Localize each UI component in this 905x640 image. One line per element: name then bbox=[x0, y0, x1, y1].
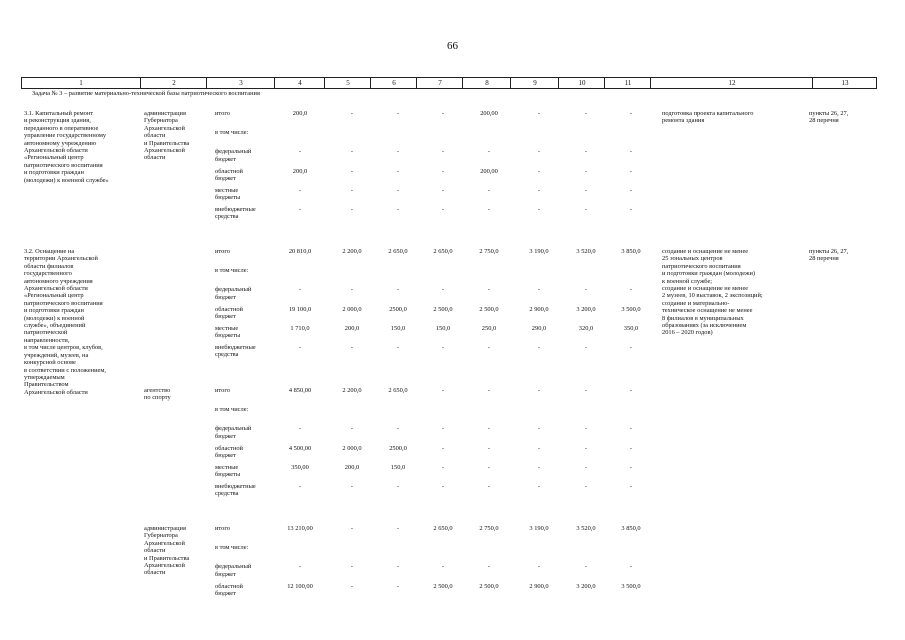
funding-value: 1 710,0 bbox=[290, 324, 310, 332]
funding-value: 2 200,0 bbox=[342, 248, 362, 255]
column-number-12: 12 bbox=[650, 78, 813, 88]
funding-value: - bbox=[298, 286, 302, 294]
funding-value: 3 520,0 bbox=[576, 248, 596, 255]
column-number-11: 11 bbox=[604, 78, 651, 88]
funding-value: 12 100,00 bbox=[287, 582, 313, 590]
funding-value: 350,0 bbox=[623, 324, 639, 332]
funding-value: 2 650,0 bbox=[388, 387, 408, 394]
column-number-2: 2 bbox=[140, 78, 207, 88]
funding-value: 2 900,0 bbox=[529, 305, 549, 313]
funding-value: - bbox=[629, 186, 633, 194]
column-number-5: 5 bbox=[324, 78, 371, 88]
funding-value: 200,0 bbox=[344, 463, 360, 471]
funding-value: - bbox=[396, 167, 400, 175]
expected-result: подготовка проекта капитального ремонта здания bbox=[662, 110, 754, 125]
funding-value: - bbox=[584, 483, 588, 490]
funding-value: - bbox=[537, 563, 541, 571]
funding-value: - bbox=[350, 148, 354, 156]
funding-value: 2500,0 bbox=[389, 305, 407, 313]
funding-value: - bbox=[441, 344, 445, 351]
funding-source-label: областной бюджет bbox=[215, 167, 243, 182]
funding-value: - bbox=[350, 525, 354, 532]
funding-value: 2 500,0 bbox=[433, 582, 453, 590]
funding-value: - bbox=[537, 425, 541, 433]
funding-value: - bbox=[584, 186, 588, 194]
funding-value: - bbox=[629, 206, 633, 213]
funding-source-label: федеральный бюджет bbox=[215, 286, 252, 301]
funding-value: 2 500,0 bbox=[433, 305, 453, 313]
funding-value: - bbox=[584, 110, 588, 117]
funding-value: 200,00 bbox=[480, 110, 498, 117]
funding-value: 200,0 bbox=[344, 324, 360, 332]
funding-value: - bbox=[396, 425, 400, 433]
funding-value: - bbox=[441, 186, 445, 194]
funding-value: - bbox=[396, 582, 400, 590]
funding-value: - bbox=[537, 206, 541, 213]
funding-value: - bbox=[298, 425, 302, 433]
funding-value: 3 190,0 bbox=[529, 248, 549, 255]
funding-value: 4 500,00 bbox=[288, 444, 312, 452]
funding-value: - bbox=[487, 425, 491, 433]
funding-value: - bbox=[584, 148, 588, 156]
funding-source-label: местные бюджеты bbox=[215, 463, 241, 479]
funding-value: - bbox=[298, 148, 302, 156]
funding-value: - bbox=[396, 563, 400, 571]
funding-value: - bbox=[396, 344, 400, 351]
column-number-8: 8 bbox=[462, 78, 511, 88]
funding-value: 2 500,0 bbox=[479, 582, 499, 590]
executor-name: администрация Губернатора Архангельской области и Правительства Архангельской области bbox=[144, 525, 190, 577]
funding-value: 2 900,0 bbox=[529, 582, 549, 590]
funding-value: - bbox=[629, 483, 633, 490]
funding-value: - bbox=[487, 286, 491, 294]
funding-value: - bbox=[629, 563, 633, 571]
reference-note: пункты 26, 27, 28 перечня bbox=[809, 110, 849, 125]
funding-source-label: федеральный бюджет bbox=[215, 425, 252, 440]
expected-result: создание и оснащение не менее 25 зональных центров патриотического воспитания и подготовки граждан (молодежи) к военной службе; создание и оснащение не менее 2 музеев, 10 выставок, 2 экспозиций; создание и материально- техническое оснащение не менее 8 филиалов в муниципальных образованиях (за исключением 2016 – 2020 годов) bbox=[662, 248, 763, 337]
funding-value: - bbox=[629, 425, 633, 433]
funding-value: 200,0 bbox=[292, 110, 308, 117]
funding-value: - bbox=[350, 563, 354, 571]
funding-value: 200,00 bbox=[480, 167, 498, 175]
funding-value: - bbox=[441, 425, 445, 433]
column-number-4: 4 bbox=[274, 78, 325, 88]
funding-value: 150,0 bbox=[390, 324, 406, 332]
funding-value: - bbox=[487, 344, 491, 351]
funding-source-label: в том числе: bbox=[215, 129, 249, 137]
funding-value: - bbox=[584, 444, 588, 452]
funding-value: - bbox=[441, 387, 445, 394]
funding-source-label: итого bbox=[215, 525, 230, 532]
column-number-9: 9 bbox=[510, 78, 559, 88]
funding-value: 290,0 bbox=[531, 324, 547, 332]
funding-value: - bbox=[537, 186, 541, 194]
funding-value: - bbox=[584, 206, 588, 213]
funding-value: 3 500,0 bbox=[621, 305, 641, 313]
funding-value: - bbox=[629, 463, 633, 471]
executor-name: агентство по спорту bbox=[144, 387, 171, 402]
column-number-3: 3 bbox=[206, 78, 275, 88]
funding-value: - bbox=[487, 463, 491, 471]
funding-value: - bbox=[584, 167, 588, 175]
funding-source-label: федеральный бюджет bbox=[215, 563, 252, 578]
funding-value: - bbox=[537, 148, 541, 156]
funding-value: - bbox=[537, 463, 541, 471]
funding-value: - bbox=[487, 483, 491, 490]
funding-value: 2 500,0 bbox=[479, 305, 499, 313]
funding-value: - bbox=[298, 186, 302, 194]
funding-source-label: итого bbox=[215, 110, 230, 117]
funding-value: 20 810,0 bbox=[288, 248, 312, 255]
column-number-1: 1 bbox=[79, 79, 83, 87]
funding-value: 3 190,0 bbox=[529, 525, 549, 532]
funding-value: - bbox=[629, 286, 633, 294]
funding-value: - bbox=[537, 110, 541, 117]
funding-source-label: итого bbox=[215, 387, 230, 394]
funding-source-label: областной бюджет bbox=[215, 305, 243, 320]
funding-value: - bbox=[350, 344, 354, 351]
funding-value: - bbox=[441, 286, 445, 294]
funding-value: - bbox=[537, 286, 541, 294]
funding-value: 150,0 bbox=[435, 324, 451, 332]
funding-value: - bbox=[441, 167, 445, 175]
funding-value: - bbox=[584, 286, 588, 294]
funding-value: - bbox=[487, 444, 491, 452]
funding-value: 200,0 bbox=[292, 167, 308, 175]
funding-source-label: областной бюджет bbox=[215, 444, 243, 459]
funding-value: 3 850,0 bbox=[621, 248, 641, 255]
funding-value: - bbox=[629, 344, 633, 351]
column-number-7: 7 bbox=[416, 78, 463, 88]
funding-value: - bbox=[441, 463, 445, 471]
funding-value: - bbox=[350, 110, 354, 117]
funding-value: - bbox=[537, 483, 541, 490]
funding-value: 13 210,00 bbox=[287, 525, 313, 532]
funding-value: 2 200,0 bbox=[342, 387, 362, 394]
funding-value: 2500,0 bbox=[389, 444, 407, 452]
funding-value: - bbox=[350, 582, 354, 590]
funding-source-label: внебюджетные средства bbox=[215, 206, 256, 221]
funding-value: - bbox=[629, 387, 633, 394]
funding-value: - bbox=[487, 206, 491, 213]
funding-value: - bbox=[537, 167, 541, 175]
funding-value: - bbox=[584, 387, 588, 394]
funding-value: - bbox=[396, 286, 400, 294]
funding-value: - bbox=[298, 483, 302, 490]
funding-value: - bbox=[629, 444, 633, 452]
funding-value: - bbox=[629, 148, 633, 156]
funding-value: 250,0 bbox=[481, 324, 497, 332]
funding-value: - bbox=[441, 206, 445, 213]
funding-value: - bbox=[537, 344, 541, 351]
column-number-13: 13 bbox=[812, 78, 877, 88]
funding-source-label: областной бюджет bbox=[215, 582, 243, 597]
column-number-6: 6 bbox=[370, 78, 417, 88]
funding-value: 2 650,0 bbox=[433, 248, 453, 255]
funding-value: - bbox=[298, 206, 302, 213]
funding-value: 3 850,0 bbox=[621, 525, 641, 532]
funding-source-label: местные бюджеты bbox=[215, 186, 241, 202]
funding-value: 350,00 bbox=[291, 463, 309, 471]
funding-value: - bbox=[441, 444, 445, 452]
funding-source-label: в том числе: bbox=[215, 544, 249, 552]
column-number-10: 10 bbox=[558, 78, 605, 88]
funding-source-label: местные бюджеты bbox=[215, 324, 241, 340]
funding-value: - bbox=[629, 110, 633, 117]
funding-value: - bbox=[537, 444, 541, 452]
funding-value: - bbox=[441, 148, 445, 156]
funding-value: - bbox=[487, 148, 491, 156]
funding-value: - bbox=[396, 525, 400, 532]
funding-value: - bbox=[441, 483, 445, 490]
funding-value: - bbox=[584, 344, 588, 351]
funding-value: 150,0 bbox=[390, 463, 406, 471]
funding-value: - bbox=[487, 563, 491, 571]
funding-value: 2 750,0 bbox=[479, 248, 499, 255]
funding-value: - bbox=[629, 167, 633, 175]
funding-value: - bbox=[396, 483, 400, 490]
funding-value: 3 500,0 bbox=[621, 582, 641, 590]
funding-value: 320,0 bbox=[578, 324, 594, 332]
funding-source-label: в том числе: bbox=[215, 267, 249, 275]
funding-value: - bbox=[441, 563, 445, 571]
task-title: Задача № 3 – развитие материально-технической базы патриотического воспитания bbox=[32, 90, 260, 97]
funding-value: - bbox=[584, 425, 588, 433]
funding-value: - bbox=[298, 344, 302, 351]
funding-value: - bbox=[350, 425, 354, 433]
funding-value: - bbox=[396, 148, 400, 156]
funding-value: - bbox=[350, 206, 354, 213]
funding-value: - bbox=[487, 186, 491, 194]
funding-value: - bbox=[350, 286, 354, 294]
funding-value: - bbox=[487, 387, 491, 394]
funding-value: - bbox=[350, 483, 354, 490]
funding-value: - bbox=[584, 463, 588, 471]
reference-note: пункты 26, 27, 28 перечня bbox=[809, 248, 849, 263]
funding-value: - bbox=[350, 186, 354, 194]
funding-value: 19 100,0 bbox=[288, 305, 312, 313]
funding-value: 2 000,0 bbox=[342, 305, 362, 313]
funding-source-label: итого bbox=[215, 248, 230, 255]
funding-value: 2 650,0 bbox=[388, 248, 408, 255]
funding-value: - bbox=[441, 110, 445, 117]
funding-value: 2 750,0 bbox=[479, 525, 499, 532]
executor-name: администрация Губернатора Архангельской области и Правительства Архангельской области bbox=[144, 110, 190, 162]
funding-value: - bbox=[537, 387, 541, 394]
page-number: 66 bbox=[447, 40, 458, 52]
funding-value: - bbox=[396, 110, 400, 117]
column-number-header bbox=[21, 77, 877, 89]
funding-value: 4 850,00 bbox=[288, 387, 312, 394]
funding-source-label: федеральный бюджет bbox=[215, 148, 252, 163]
funding-source-label: внебюджетные средства bbox=[215, 483, 256, 498]
funding-value: 2 000,0 bbox=[342, 444, 362, 452]
funding-value: 3 200,0 bbox=[576, 305, 596, 313]
funding-value: - bbox=[396, 186, 400, 194]
funding-value: 2 650,0 bbox=[433, 525, 453, 532]
activity-title: 3.2. Оснащение на территории Архангельской области филиалов государственного автономного учреждения Архангельской области «Региональный центр патриотического воспитания и подготовки граждан (молодежи) к военной службе», объединений патриотической направленности, в том числе центров, клубов, учреждений, музеев, на конкурсной основе в соответствии с положением, утверждаемым Правительством Архангельской области bbox=[24, 248, 106, 396]
funding-value: - bbox=[584, 563, 588, 571]
funding-value: - bbox=[350, 167, 354, 175]
funding-source-label: в том числе: bbox=[215, 406, 249, 414]
funding-value: 3 200,0 bbox=[576, 582, 596, 590]
activity-title: 3.1. Капитальный ремонт и реконструкция здания, переданного в оперативное управление государственному автономному учреждению Архангельской области «Региональный центр патриотического воспитания и подготовки граждан (молодежи) к военной службе» bbox=[24, 110, 109, 184]
funding-value: - bbox=[298, 563, 302, 571]
funding-value: - bbox=[396, 206, 400, 213]
funding-source-label: внебюджетные средства bbox=[215, 344, 256, 359]
funding-value: 3 520,0 bbox=[576, 525, 596, 532]
